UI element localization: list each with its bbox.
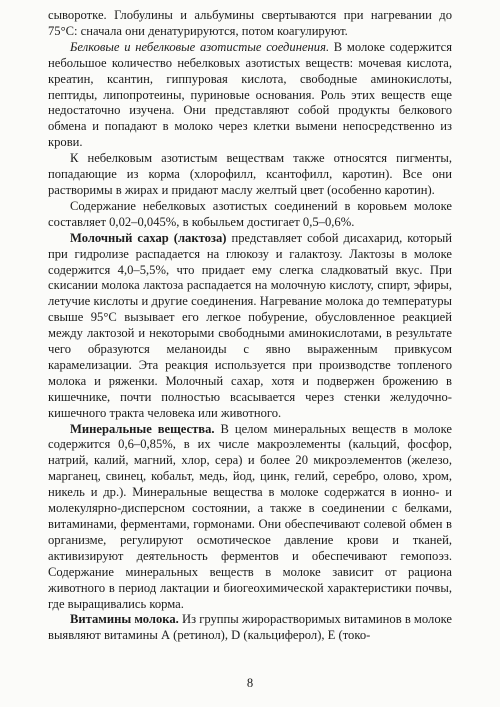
- text-vitamins: Из группы жирорастворимых витаминов в молоке выявляют витамины А (ретинол), D (кальциферол), Е (токо-: [48, 612, 453, 643]
- text-minerals: В целом минеральных веществ в молоке содержится 0,6–0,85%, в их числе макроэлементы (кальций, фосфор, натрий, калий, магний, хлор, сера) и более 20 микроэлементов (железо, марганец, свинец, кобальт, медь, йод, цинк, гелий, серебро, олово, хром, никель и др.). Минеральные вещества в молоке содержатся в ионно- и молекулярно-дисперсном состоянии, а также в соединении с белками, витаминами, ферментами, гормонами. Они обеспечивают солевой обмен в организме, регулируют осмотическое давление крови и тканей, активизируют деятельность ферментов и обеспечивают гемопоэз. Содержание минеральных веществ в молоке зависит от рациона животного в период лактации и биогеохимической характеристики почвы, где выращивались корма.: [48, 421, 452, 611]
- paragraph-lactose: [48, 231, 452, 422]
- paragraph-nitrogen-compounds: [48, 40, 452, 151]
- paragraph-whey-proteins: сыворотке. Глобулины и альбумины свертываются при нагревании до 75°С: сначала они денатурируются, потом коагулируют.: [48, 8, 452, 38]
- text-nitrogen-compounds: В молоке содержится небольшое количество небелковых азотистых веществ: мочевая кислота, креатин, ксантин, гиппуровая кислота, свободные аминокислоты, пептиды, липопротеины, пуриновые основания. Роль этих веществ еще недостаточно изучена. Они представляют собой продукты белкового обмена и попадают в молоко через клетки вымени непосредственно из крови.: [48, 39, 452, 150]
- heading-nitrogen-compounds: Белковые и небелковые азотистые соединения.: [70, 39, 330, 54]
- paragraph-minerals: [48, 422, 452, 613]
- paragraph-nitrogen-content: Содержание небелковых азотистых соединений в коровьем молоке составляет 0,02–0,045%, в кобыльем достигает 0,5–0,6%.: [48, 198, 452, 229]
- heading-lactose: Молочный сахар (лактоза): [70, 230, 227, 245]
- heading-vitamins: Витамины молока.: [70, 612, 179, 627]
- paragraph-vitamins: [48, 612, 452, 644]
- paragraph-pigments: К небелковым азотистым веществам также относятся пигменты, попадающие из корма (хлорофилл, ксантофилл, каротин). Все они растворимы в жирах и придают маслу желтый цвет (особенно каротин).: [48, 151, 452, 197]
- heading-minerals: Минеральные вещества.: [70, 421, 215, 436]
- text-lactose: представляет собой дисахарид, который при гидролизе распадается на глюкозу и галактозу. Лактозы в молоке содержится 4,0–5,5%, что придает ему слегка сладковатый вкус. При скисании молока лактоза распадается на молочную кислоту, спирт, эфиры, летучие кислоты и другие соединения. Нагревание молока до температуры свыше 95°С вызывает его легкое побурение, обусловленное реакцией между лактозой и некоторыми свободными аминокислотами, в результате чего образуются меланоиды с явно выраженным привкусом карамелизации. Эта реакция используется при производстве топленого молока и ряженки. Молочный сахар, хотя и подвержен брожению в кишечнике, почти полностью всасывается через стенки желудочно-кишечного тракта человека или животного.: [48, 230, 452, 420]
- page-number: 8: [246, 676, 254, 690]
